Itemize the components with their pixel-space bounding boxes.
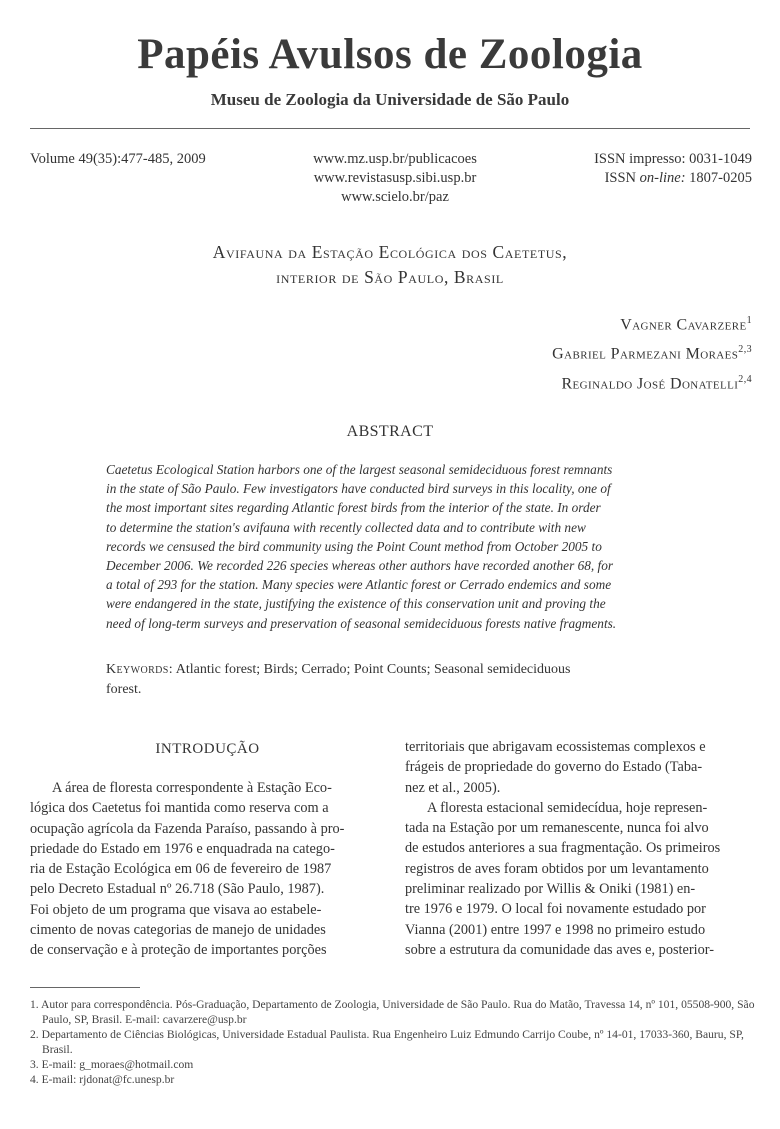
body-line: frágeis de propriedade do governo do Estado (Taba-: [405, 759, 703, 776]
article-title-line: Avifauna da Estação Ecológica dos Caetetus,: [212, 242, 568, 262]
body-line: territoriais que abrigavam ecossistemas complexos e: [405, 739, 706, 755]
footnotes: [30, 997, 755, 1087]
body-line: lógica dos Caetetus foi mantida como reserva com a: [30, 800, 329, 817]
body-line: tada na Estação por um remanescente, nunca foi alvo: [405, 820, 709, 837]
abstract-line: need of long-term surveys and preservation of seasonal semideciduous forests native fragments.: [106, 615, 617, 631]
body-column-right: [405, 737, 750, 960]
article-title-line: interior de São Paulo, Brasil: [276, 267, 504, 287]
footnote: 1. Autor para correspondência. Pós-Graduação, Departamento de Zoologia, Universidade de São Paulo. Rua do Matão, Travessa 14, nº 101, 05508-900, São Paulo, SP, Brasil. E-mail: cavarzere@usp.br: [30, 998, 755, 1026]
abstract-line: a total of 293 for the station. Many species were Atlantic forest or Cerrado endemics and some: [106, 577, 612, 593]
body-line: ria de Estação Ecológica em 06 de fevereiro de 1987: [30, 861, 332, 878]
url-line[interactable]: www.scielo.br/paz: [341, 189, 449, 205]
journal-urls: [280, 150, 510, 207]
footnote-rule: [30, 987, 140, 988]
body-line: nez et al., 2005).: [405, 779, 501, 796]
body-line: Foi objeto de um programa que visava ao estabele-: [30, 901, 322, 918]
abstract-body: [106, 460, 676, 633]
author: Gabriel Parmezani Moraes$^{2,3}$: [552, 344, 752, 363]
journal-subtitle: Museu de Zoologia da Universidade de São Paulo: [210, 90, 570, 109]
body-line: de conservação e à proteção de importantes porções: [30, 942, 327, 959]
body-line: tre 1976 e 1979. O local foi novamente estudado por: [405, 901, 706, 918]
author-list: [552, 308, 752, 396]
footnote: 2. Departamento de Ciências Biológicas, Universidade Estadual Paulista. Rua Engenheiro Luiz Edmundo Carrijo Coube, nº 14-01, 17033-360, Bauru, SP, Brasil.: [30, 1028, 744, 1056]
body-line: registros de aves foram obtidos por um levantamento: [405, 860, 709, 877]
keywords-label: Keywords:: [106, 662, 174, 677]
abstract-line: to determine the station's avifauna with recently collected data and to contribute with new: [106, 519, 586, 535]
body-line: ocupação agrícola da Fazenda Paraíso, passando à pro-: [30, 820, 345, 837]
volume-info: Volume 49(35):477-485, 2009: [30, 151, 206, 167]
author: Vagner Cavarzere$^1$: [620, 315, 752, 334]
keywords: [106, 660, 706, 700]
abstract-line: records we censused the bird community using the Point Count method from October 2005 to: [106, 538, 602, 554]
body-line: sobre a estrutura da comunidade das aves e, posterior-: [405, 941, 714, 958]
body-line: de estudos anteriores a sua fragmentação. Os primeiros: [405, 840, 721, 857]
body-line: A área de floresta correspondente à Estação Eco-: [52, 780, 332, 796]
abstract-heading: ABSTRACT: [346, 423, 434, 440]
keywords-text: Atlantic forest; Birds; Cerrado; Point Counts; Seasonal semideciduous: [175, 662, 571, 677]
issn-block: [594, 150, 752, 188]
body-column-left: [30, 778, 385, 961]
section-heading-introducao: INTRODUÇÃO: [155, 741, 260, 757]
abstract-line: were endangered in the state, justifying the existence of this conservation unit and proving the: [106, 596, 606, 612]
author: Reginaldo José Donatelli$^{2,4}$: [561, 373, 752, 392]
body-line: A floresta estacional semidecídua, hoje represen-: [427, 799, 708, 816]
body-line: preliminar realizado por Willis & Oniki (1981) en-: [405, 881, 696, 898]
issn-online: ISSN on-line: 1807-0205: [604, 170, 752, 186]
body-line: cimento de novas categorias de manejo de unidades: [30, 922, 326, 939]
abstract-line: December 2006. We recorded 226 species whereas other authors have recorded another 68, for: [106, 558, 614, 574]
footnote: 4. E-mail: rjdonat@fc.unesp.br: [30, 1073, 175, 1086]
url-line[interactable]: www.revistasusp.sibi.usp.br: [313, 170, 477, 186]
body-line: pelo Decreto Estadual nº 26.718 (São Paulo, 1987).: [30, 881, 325, 898]
body-line: Vianna (2001) entre 1997 e 1998 no primeiro estudo: [405, 921, 706, 938]
abstract-line: Caetetus Ecological Station harbors one of the largest seasonal semideciduous forest remnants: [106, 462, 613, 477]
journal-title: Papéis Avulsos de Zoologia: [137, 31, 643, 78]
footnote: 3. E-mail: g_moraes@hotmail.com: [30, 1058, 194, 1071]
issn-print: ISSN impresso: 0031-1049: [594, 151, 752, 167]
keywords-text: forest.: [106, 682, 142, 697]
article-title: [40, 240, 740, 290]
url-line[interactable]: www.mz.usp.br/publicacoes: [313, 151, 477, 167]
header-rule: [30, 128, 750, 129]
body-line: priedade do Estado em 1976 e enquadrada na catego-: [30, 840, 335, 857]
abstract-line: in the state of São Paulo. Few investigators have conducted bird surveys in this locality, one of: [106, 481, 611, 497]
abstract-line: the most important sites regarding Atlantic forest birds from the interior of the state. In order: [106, 500, 601, 516]
